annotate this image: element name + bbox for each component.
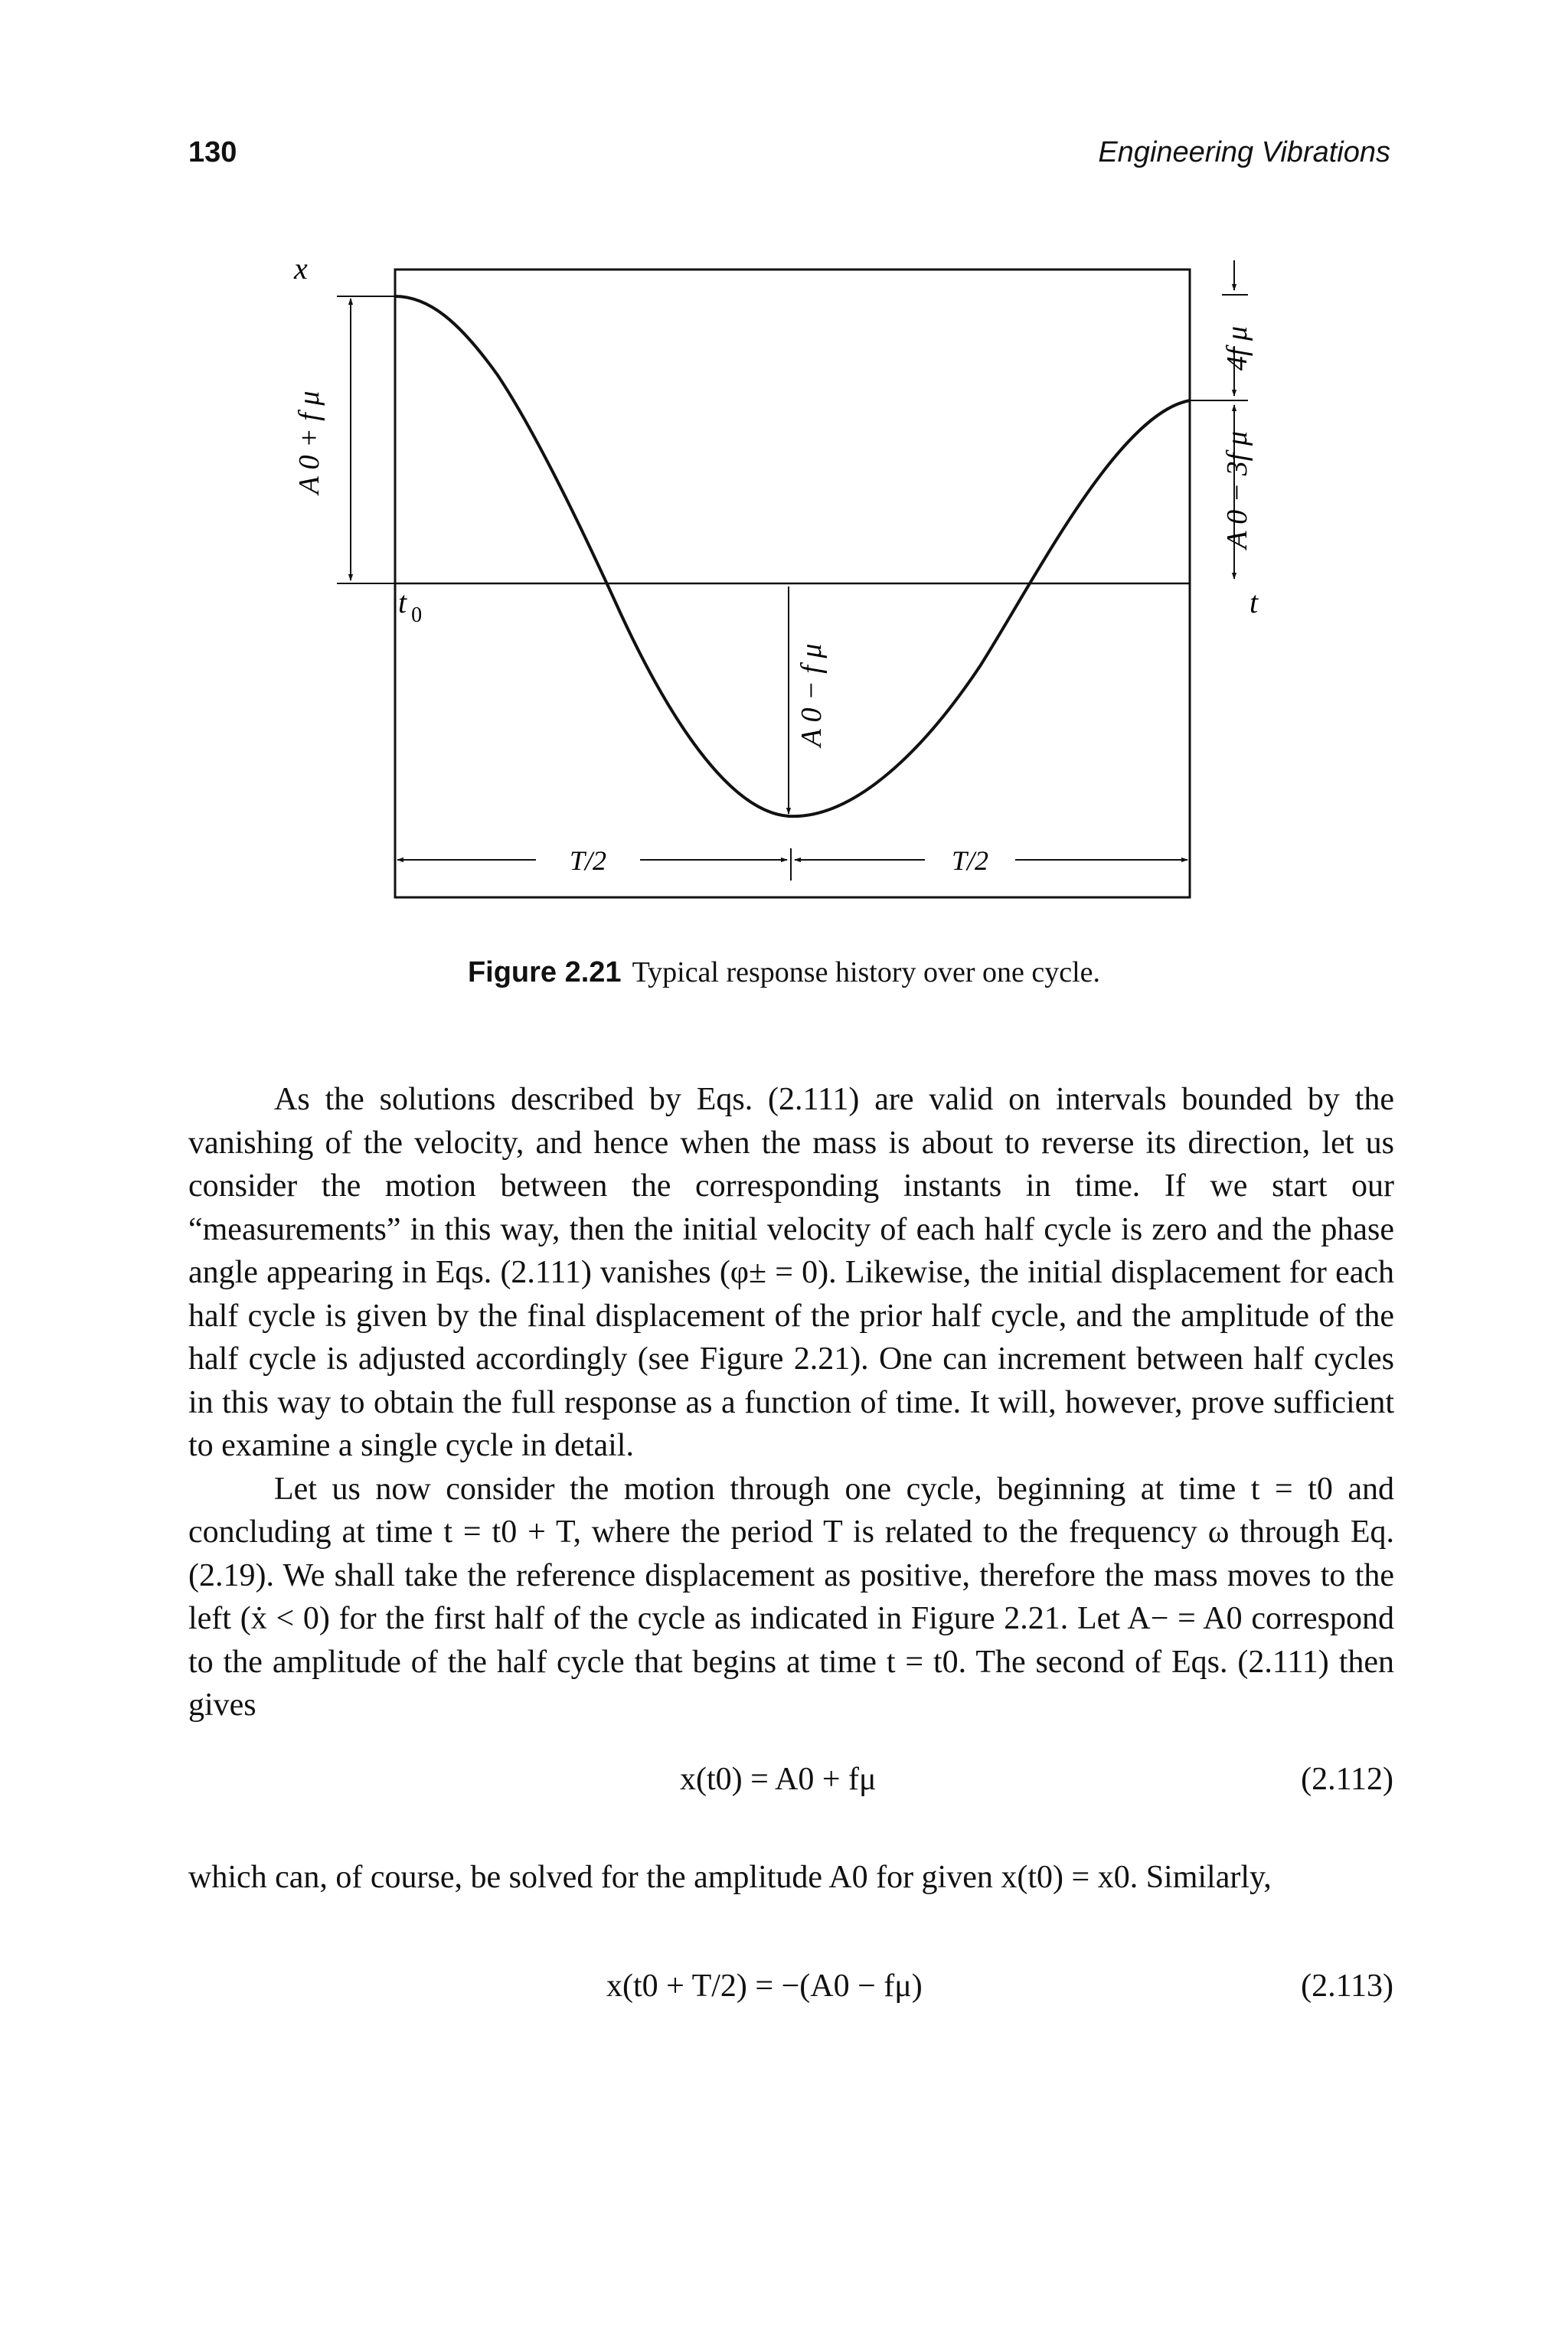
- t-axis-label: t: [1250, 585, 1259, 619]
- page-number: 130: [188, 136, 237, 168]
- running-title: Engineering Vibrations: [1098, 136, 1390, 168]
- mid-amplitude-label: A 0 − f μ: [795, 643, 828, 747]
- paragraph-2: Let us now consider the motion through one cycle, beginning at time t = t0 and concluding at time t = t0 + T, where the period T is related to the frequency ω through Eq. (2.19). We shall take the reference displacement as positive, therefore the mass moves to the left (ẋ < 0) for the first half of the cycle as indicated in Figure 2.21. Let A− = A0 correspond to the amplitude of the half cycle that begins at time t = t0. The second of Eqs. (2.111) then gives: [188, 1471, 1394, 1723]
- equation-2-113: x(t0 + T/2) = −(A0 − fμ): [606, 1968, 923, 2004]
- paragraph-1: As the solutions described by Eqs. (2.111) are valid on intervals bounded by the vanishing of the velocity, and hence when the mass is about to reverse its direction, let us consider the motion between the corresponding instants in time. If we start our “measurements” in this way, then the initial velocity of each half cycle is zero and the phase angle appearing in Eqs. (2.111) vanishes (φ± = 0). Likewise, the initial displacement for each half cycle is given by the final displacement of the prior half cycle, and the amplitude of the half cycle is adjusted accordingly (see Figure 2.21). One can increment between half cycles in this way to obtain the full response as a function of time. It will, however, prove sufficient to examine a single cycle in detail.: [188, 1082, 1394, 1463]
- response-curve: [395, 296, 1190, 816]
- caption-label: Figure 2.21: [467, 956, 622, 988]
- equation-number-2-112: (2.112): [1301, 1762, 1393, 1797]
- equation-2-112: x(t0) = A0 + fμ: [680, 1762, 877, 1797]
- left-amplitude-label: A 0 + f μ: [293, 390, 325, 495]
- body-text: [188, 1078, 1394, 1727]
- half-period-left-label: T/2: [569, 845, 607, 876]
- right-gap-label: 4f μ: [1221, 325, 1253, 371]
- paragraph-3: which can, of course, be solved for the amplitude A0 for given x(t0) = x0. Similarly,: [188, 1860, 1272, 1895]
- equation-number-2-113: (2.113): [1301, 1968, 1393, 2004]
- right-amplitude-label: A 0 − 3f μ: [1221, 431, 1253, 549]
- caption-text: Typical response history over one cycle.: [632, 956, 1101, 988]
- x-axis-label: x: [294, 251, 308, 286]
- figure-caption: [0, 956, 1568, 989]
- response-history-figure: [0, 0, 1568, 949]
- half-period-right-label: T/2: [951, 845, 989, 876]
- t0-label: t $_0$: [398, 585, 423, 627]
